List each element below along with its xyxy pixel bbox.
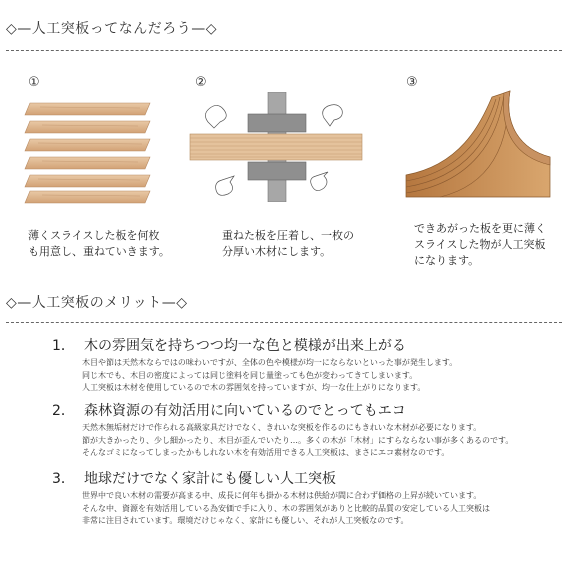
step-2-number: ②: [195, 75, 207, 90]
merit-title: 地球だけでなく家計にも優しい人工突板: [84, 471, 336, 487]
stacked-veneer-illustration: [20, 95, 160, 210]
section-divider: [6, 50, 562, 51]
sliced-veneer-illustration: [400, 85, 560, 205]
step-2-description: 重ねた板を圧着し、一枚の 分厚い木材にします。: [222, 229, 354, 258]
merit-item: [52, 400, 552, 460]
step-1-description: 薄くスライスした板を何枚 も用意し、重ねていきます。: [28, 229, 170, 258]
merit-item: [52, 468, 552, 528]
merit-number: 3．: [52, 471, 75, 487]
step-1-number: ①: [28, 75, 40, 90]
merit-number: 1．: [52, 338, 75, 354]
pressing-illustration: [186, 92, 366, 202]
merit-title: 木の雰囲気を持ちつつ均一な色と模様が出来上がる: [84, 338, 406, 354]
section-divider: [6, 322, 562, 323]
merit-number: 2．: [52, 403, 75, 419]
merit-item: [52, 335, 552, 395]
merit-description: 世界中で良い木材の需要が高まる中、成長に何年も掛かる木材は供給が間に合わず価格の上昇が続いています。 そんな中、資源を有効活用している為安価で手に入り、木の雰囲気がありと比較的品質の安定している人工突板は 非常に注目されています。環境だけじゃなく、家計にも優しい、それが人工突板なのです。: [82, 491, 490, 525]
merit-description: 天然木無垢材だけで作られる高級家具だけでなく、きれいな突板を作るのにもきれいな木材が必要になります。 節が大きかったり、少し細かったり、木目が歪んでいたり…。多くの木が「木材」にすらならない事が多くあるのです。 そんなゴミになってしまったかもしれない木を有効活用できる人工突板は、まさにエコ素材なのです。: [82, 423, 514, 457]
section-title-about: ◇—人工突板ってなんだろう—◇: [6, 21, 218, 37]
step-3-description: できあがった板を更に薄く スライスした物が人工突板 になります。: [414, 222, 546, 267]
step-3-number: ③: [406, 75, 418, 90]
section-title-merits: ◇—人工突板のメリット—◇: [6, 295, 188, 311]
merit-description: 木目や節は天然木ならではの味わいですが、全体の色や模様が均一にならないといった事が発生します。 同じ木でも、木目の密度によっては同じ塗料を同じ量塗っても色が変わってきてしまいます。 人工突板は木材を使用しているので木の雰囲気を持っていますが、均一な仕上がりになります。: [82, 358, 458, 392]
merit-title: 森林資源の有効活用に向いているのでとってもエコ: [84, 403, 406, 419]
